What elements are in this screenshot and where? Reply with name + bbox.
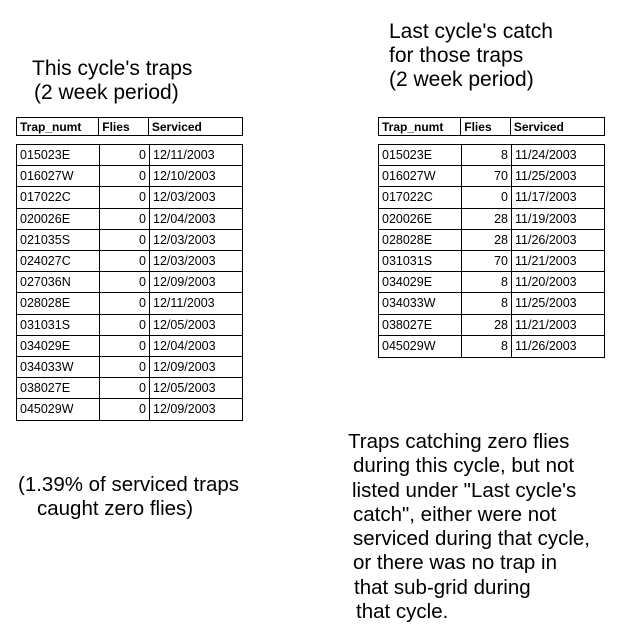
serviced-date-cell: 11/25/2003	[515, 296, 577, 311]
table-row	[379, 166, 604, 187]
table-row	[17, 315, 242, 336]
table-row	[379, 272, 604, 293]
column-header-flies: Flies	[99, 118, 149, 135]
serviced-date-cell: 11/21/2003	[515, 317, 577, 332]
flies-cell: 0	[100, 166, 150, 186]
flies-cell: 0	[100, 187, 150, 207]
table-row	[379, 315, 604, 336]
right-note-line-1: Traps catching zero flies	[348, 430, 570, 453]
serviced-date-cell: 11/19/2003	[515, 211, 577, 226]
flies-cell: 0	[100, 209, 150, 229]
right-note-line-2: during this cycle, but not	[353, 454, 575, 478]
table-row	[379, 336, 604, 357]
serviced-date-cell: 11/25/2003	[515, 169, 577, 184]
table-row	[17, 251, 242, 272]
trap-number-cell: 016027W	[379, 166, 462, 186]
trap-number-cell: 034033W	[379, 293, 462, 313]
trap-number-cell: 027036N	[17, 272, 100, 292]
flies-cell: 0	[100, 230, 150, 250]
trap-number-cell: 015023E	[17, 145, 100, 165]
trap-number-cell: 045029W	[379, 336, 462, 357]
table-row	[17, 357, 242, 378]
this-cycle-table	[16, 144, 243, 421]
right-note-line-6: or there was no trap in	[353, 551, 557, 575]
column-header-flies: Flies	[461, 118, 511, 135]
flies-cell: 0	[100, 272, 150, 292]
flies-cell: 0	[100, 399, 150, 420]
flies-cell: 28	[462, 315, 512, 335]
serviced-date-cell: 12/11/2003	[153, 296, 215, 311]
flies-cell: 0	[462, 187, 512, 207]
trap-number-cell: 017022C	[17, 187, 100, 207]
trap-number-cell: 038027E	[17, 378, 100, 398]
left-note-line-2: caught zero flies)	[37, 497, 194, 521]
this-cycle-table-header	[16, 117, 243, 136]
trap-number-cell: 028028E	[17, 293, 100, 313]
flies-cell: 8	[462, 293, 512, 313]
table-row	[379, 230, 604, 251]
trap-number-cell: 015023E	[379, 145, 462, 165]
left-heading-line-2: (2 week period)	[34, 81, 179, 104]
serviced-date-cell: 12/03/2003	[153, 232, 216, 247]
trap-number-cell: 034033W	[17, 357, 100, 377]
right-note-line-5: serviced during that cycle,	[353, 527, 591, 551]
serviced-date-cell: 12/05/2003	[153, 317, 216, 332]
trap-number-cell: 034029E	[379, 272, 462, 292]
flies-cell: 28	[462, 209, 512, 229]
column-header-trap: Trap_numt	[379, 118, 461, 135]
serviced-date-cell: 11/26/2003	[515, 338, 577, 353]
right-note-line-7: that sub-grid during	[354, 575, 531, 599]
serviced-date-cell: 12/04/2003	[153, 338, 216, 353]
left-note-line-1: (1.39% of serviced traps	[18, 473, 240, 496]
serviced-date-cell: 11/20/2003	[515, 275, 577, 290]
serviced-date-cell: 12/04/2003	[153, 211, 216, 226]
table-row	[379, 145, 604, 166]
serviced-date-cell: 12/09/2003	[153, 275, 216, 290]
right-note-line-4: catch", either were not	[353, 502, 557, 526]
flies-cell: 0	[100, 378, 150, 398]
table-row	[17, 399, 242, 420]
flies-cell: 8	[462, 272, 512, 292]
right-note-line-8: that cycle.	[356, 600, 449, 624]
zero-flies-percentage-note	[18, 473, 239, 522]
table-row	[17, 293, 242, 314]
trap-number-cell: 038027E	[379, 315, 462, 335]
serviced-date-cell: 12/03/2003	[153, 253, 216, 268]
table-row	[379, 209, 604, 230]
trap-number-cell: 031031S	[17, 315, 100, 335]
left-heading	[32, 57, 192, 105]
column-header-serviced: Serviced	[513, 120, 564, 134]
right-heading-line-3: (2 week period)	[389, 68, 534, 91]
flies-cell: 28	[462, 230, 512, 250]
trap-number-cell: 017022C	[379, 187, 462, 207]
trap-number-cell: 016027W	[17, 166, 100, 186]
last-cycle-table-header	[378, 117, 605, 136]
serviced-date-cell: 12/09/2003	[153, 359, 216, 374]
serviced-date-cell: 11/24/2003	[515, 148, 577, 162]
flies-cell: 70	[462, 166, 512, 186]
flies-cell: 0	[100, 357, 150, 377]
trap-number-cell: 024027C	[17, 251, 100, 271]
flies-cell: 0	[100, 145, 150, 165]
last-cycle-table	[378, 144, 605, 358]
serviced-date-cell: 11/26/2003	[515, 232, 577, 247]
serviced-date-cell: 12/05/2003	[153, 381, 216, 396]
trap-number-cell: 020026E	[379, 209, 462, 229]
right-heading-line-1: Last cycle's catch	[389, 20, 553, 43]
table-row	[379, 293, 604, 314]
trap-number-cell: 028028E	[379, 230, 462, 250]
flies-cell: 70	[462, 251, 512, 271]
flies-cell: 8	[462, 145, 512, 165]
serviced-date-cell: 12/09/2003	[153, 402, 216, 417]
table-row	[379, 187, 604, 208]
flies-cell: 0	[100, 251, 150, 271]
trap-number-cell: 045029W	[17, 399, 100, 420]
trap-number-cell: 034029E	[17, 336, 100, 356]
flies-cell: 0	[100, 293, 150, 313]
right-note-line-3: listed under "Last cycle's	[352, 478, 577, 502]
table-row	[17, 230, 242, 251]
serviced-date-cell: 11/21/2003	[515, 253, 577, 268]
explanation-note	[348, 430, 590, 624]
trap-number-cell: 031031S	[379, 251, 462, 271]
table-row	[379, 251, 604, 272]
trap-number-cell: 020026E	[17, 209, 100, 229]
flies-cell: 0	[100, 336, 150, 356]
flies-cell: 8	[462, 336, 512, 357]
table-row	[17, 336, 242, 357]
right-heading	[389, 20, 553, 92]
table-row	[17, 145, 242, 166]
serviced-date-cell: 11/17/2003	[515, 190, 577, 205]
column-header-trap: Trap_numt	[17, 118, 99, 135]
trap-number-cell: 021035S	[17, 230, 100, 250]
serviced-date-cell: 12/11/2003	[153, 148, 215, 162]
table-row	[17, 378, 242, 399]
column-header-serviced: Serviced	[151, 120, 202, 134]
table-row	[17, 209, 242, 230]
table-row	[17, 187, 242, 208]
left-heading-line-1: This cycle's traps	[32, 57, 193, 80]
right-heading-line-2: for those traps	[389, 44, 524, 67]
flies-cell: 0	[100, 315, 150, 335]
table-row	[17, 272, 242, 293]
serviced-date-cell: 12/10/2003	[153, 169, 216, 184]
table-row	[17, 166, 242, 187]
serviced-date-cell: 12/03/2003	[153, 190, 216, 205]
